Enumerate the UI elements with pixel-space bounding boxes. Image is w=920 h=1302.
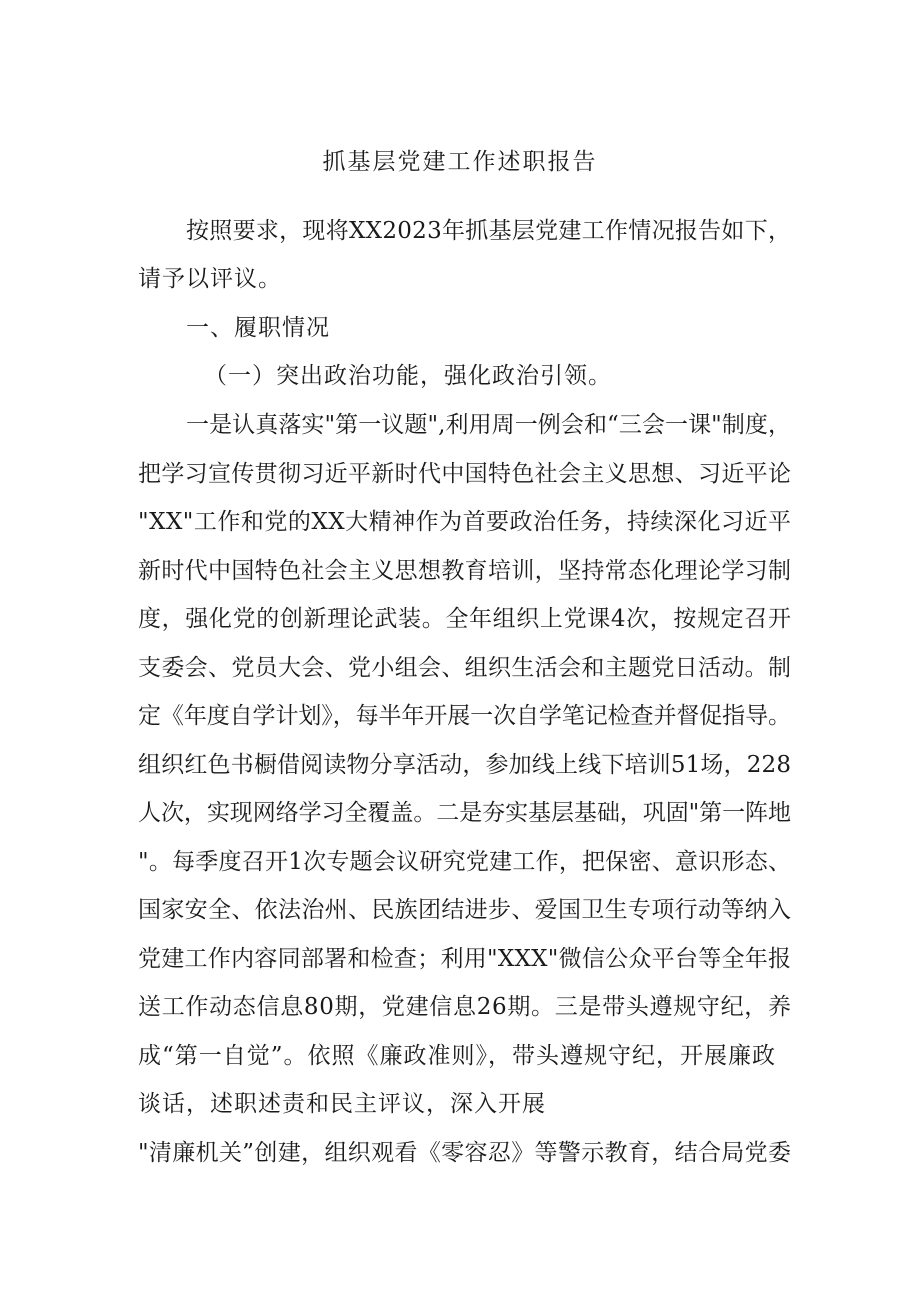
paragraph-line: 组织红色书橱借阅读物分享活动，参加线上线下培训51场，228	[138, 752, 792, 778]
paragraph-line: 度，强化党的创新理论武装。全年组织上党课4次，按规定召开	[138, 606, 792, 632]
paragraph-line: 谈话，述职述责和民主评议，深入开展	[138, 1091, 546, 1117]
paragraph-line: 定《年度自学计划》，每半年开展一次自学笔记检查并督促指导。	[138, 703, 791, 729]
paragraph-line: 成“第一自觉”。依照《廉政准则》，带头遵规守纪，开展廉政	[138, 1043, 777, 1069]
paragraph-line: 请予以评议。	[138, 266, 282, 292]
paragraph-line: 一是认真落实"第一议题",利用周一例会和“三会一课"制度，	[186, 412, 792, 438]
paragraph-line: 支委会、党员大会、党小组会、组织生活会和主题党日活动。制	[138, 655, 792, 681]
paragraph-line: 按照要求，现将XX2023年抓基层党建工作情况报告如下，	[186, 218, 792, 244]
subsection-heading: （一）突出政治功能，强化政治引领。	[204, 363, 612, 389]
paragraph-line: "清廉机关”创建，组织观看《零容忍》等警示教育，结合局党委	[138, 1140, 792, 1166]
paragraph-line: 国家安全、依法治州、民族团结进步、爱国卫生专项行动等纳入	[138, 897, 792, 923]
paragraph-line: "XX"工作和党的XX大精神作为首要政治任务，持续深化习近平	[138, 509, 792, 535]
document-title: 抓基层党建工作述职报告	[322, 149, 598, 175]
paragraph-line: 人次，实现网络学习全覆盖。二是夯实基层基础，巩固"第一阵地	[138, 800, 791, 826]
paragraph-line: 送工作动态信息80期，党建信息26期。三是带头遵规守纪，养	[138, 994, 792, 1020]
paragraph-line: 党建工作内容同部署和检查；利用"XXX"微信公众平台等全年报	[138, 946, 792, 972]
paragraph-line: 把学习宣传贯彻习近平新时代中国特色社会主义思想、习近平论	[138, 461, 792, 487]
section-heading: 一、履职情况	[186, 315, 330, 341]
paragraph-line: "。每季度召开1次专题会议研究党建工作，把保密、意识形态、	[138, 849, 792, 875]
paragraph-line: 新时代中国特色社会主义思想教育培训，坚持常态化理论学习制	[138, 558, 792, 584]
